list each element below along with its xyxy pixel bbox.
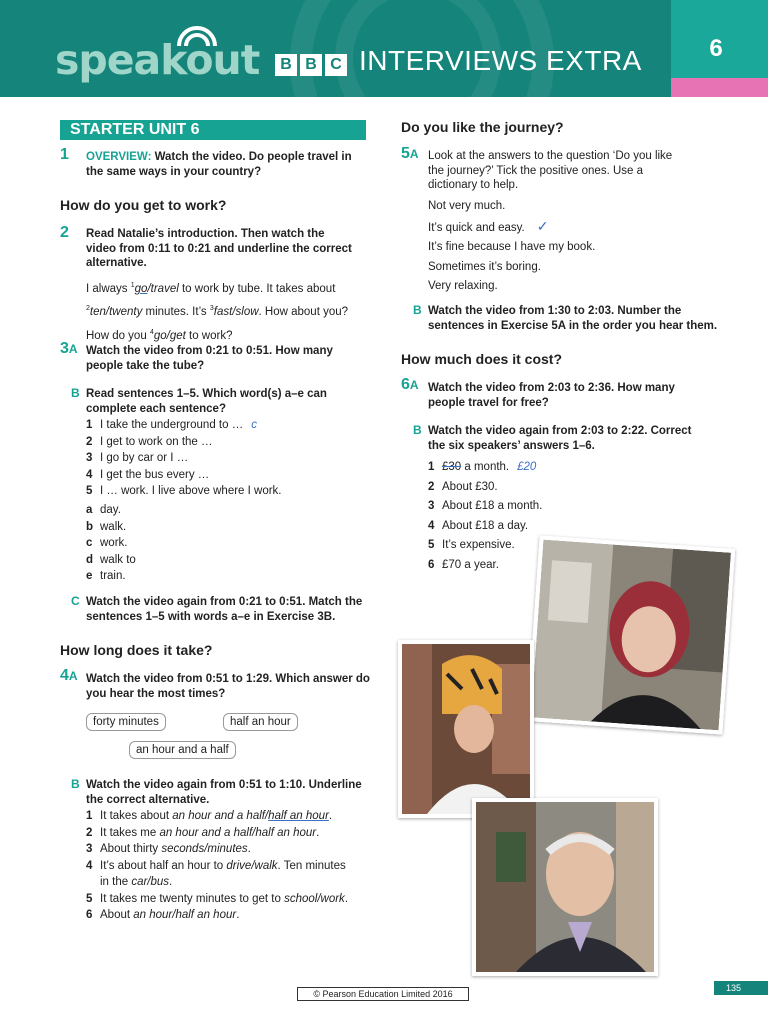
text: minutes. It’s [142,306,210,319]
item-number: 3 [428,500,435,512]
instruction-line: sentences 1–5 with words a–e in Exercise 3B. [86,610,336,623]
instruction-line: complete each sentence? [86,402,226,415]
exercise-4a-number [60,667,78,685]
exercise-letter: B [71,777,80,791]
item-text: It takes me [100,826,160,839]
instruction-line: Watch the video again from 2:03 to 2:22. Correct [428,425,692,437]
exercise-number: 3 [60,340,69,357]
option-letter: e [86,570,93,582]
option-letter: a [86,504,93,516]
photo-woman [527,535,735,734]
option-text: walk. [100,520,127,533]
list-item [86,467,282,484]
gap-number: 1 [130,282,135,289]
page-number: 135 [714,981,768,995]
underlined-answer: half an hour [268,810,329,822]
exercise-6b-instruction [428,424,692,453]
instruction-line: alternative. [86,257,147,269]
instruction-line: the correct alternative. [86,793,210,806]
list-item [86,825,348,842]
instruction-line: Read Natalie’s introduction. Then watch the [86,228,325,240]
item-number: 1 [86,419,93,431]
instruction-line: the six speakers’ answers 1–6. [428,439,595,452]
list-item [428,517,542,537]
answer-text: It’s quick and easy. [428,221,525,234]
item-text: About [100,909,134,921]
alternative: school/work [284,892,345,905]
item-text: in the [100,876,132,888]
tick-icon: ✓ [536,217,549,234]
item-text: . [236,909,240,921]
item-number: 6 [86,909,93,921]
exercise-3a-instruction [86,344,333,373]
item-number: 4 [428,519,435,532]
answer-item [428,238,595,258]
option-letter: c [86,537,93,549]
answer-text: Sometimes it’s boring. [428,260,541,273]
section-heading: How long does it take? [60,642,213,658]
item-text: I … work. I live above where I work. [100,485,282,497]
exercise-4b-instruction [86,778,362,807]
item-text: £70 a year. [442,558,499,571]
instruction-line: Watch the video again from 0:21 to 0:51. Match the [86,596,363,608]
series-title: INTERVIEWS EXTRA [359,45,642,76]
exercise-6a-instruction [428,381,675,410]
option-text: day. [100,504,121,516]
item-number: 1 [86,810,93,822]
sentence-list [86,417,282,500]
item-text: About £18 a day. [442,519,529,532]
answer-text: Not very much. [428,200,506,212]
unit-tab [671,0,768,78]
overview-label: OVERVIEW: [86,151,152,163]
item-text: It takes me twenty minutes to get to [100,892,285,905]
item-text: . Ten minutes [277,859,346,872]
list-item [86,552,136,569]
alternative: ten/twenty [89,306,143,319]
list-item [86,907,348,924]
item-number: 3 [86,843,93,855]
answer-text: Very relaxing. [428,280,498,292]
item-number: 3 [86,452,93,464]
item-number: 4 [86,468,93,481]
instruction-line: you hear the most times? [86,687,226,700]
section-heading: How do you get to work? [60,197,227,213]
list-item [86,535,136,552]
text: to work by tube. It takes about [178,282,336,295]
copyright-notice: © Pearson Education Limited 2016 [297,987,469,1001]
exercise-5b-instruction [428,304,717,333]
unit-label: STARTER UNIT 6 [60,120,366,140]
exercise-number: 6 [401,376,410,393]
exercise-3a-number [60,340,78,358]
handwritten-answer: £20 [517,461,537,473]
alternative: seconds/minutes [161,843,248,855]
item-number: 5 [86,485,93,497]
text: . How about you? [258,306,349,319]
bbc-letter: B [275,54,297,76]
option-list [86,502,136,585]
exercise-letter: A [68,669,78,683]
list-item [86,808,348,825]
list-item [86,450,282,467]
item-text: . [328,810,333,822]
section-heading: Do you like the journey? [401,119,564,135]
item-number: 6 [428,558,435,571]
item-text: I take the underground to … [100,419,244,431]
exercise-letter: B [413,303,422,317]
instruction-line: Look at the answers to the question ‘Do you like [428,150,673,162]
handwritten-answer: c [251,419,257,431]
instruction-line: sentences in Exercise 5A in the order you hear them. [428,319,718,332]
list-item-continued [86,874,348,891]
instruction-line: people take the tube? [86,359,205,372]
item-number: 2 [86,826,93,839]
alternative: /travel [147,282,179,295]
alternatives-list [86,808,348,924]
alternative: go/get [153,329,186,342]
list-item [428,536,542,556]
item-text: . [344,892,349,905]
alternative: drive/walk [226,859,278,872]
exercise-6a-number [401,376,419,394]
exercise-number: 1 [60,146,69,163]
instruction-line: Watch the video again from 0:51 to 1:10. Underline [86,779,362,791]
list-item [428,497,542,517]
item-text: I go by car or I … [100,452,189,464]
text: to work? [185,329,233,342]
item-number: 1 [428,461,435,473]
photo-tiger-costume [398,640,534,818]
underlined-answer: go [134,282,148,295]
item-text: About thirty [100,843,162,855]
item-text: It takes about [100,810,173,822]
item-number: 4 [86,859,93,872]
instruction-line: Watch the video. Do people travel in [154,151,352,163]
alternative: fast/slow [213,306,259,319]
exercise-number: 2 [60,224,69,241]
list-item [428,458,542,478]
gap-number: 3 [209,305,214,313]
exercise-letter: C [71,594,80,608]
list-item [86,891,348,908]
passage [86,276,348,346]
item-text: I get to work on the … [100,435,213,448]
option-letter: b [86,520,94,533]
item-text: . [247,843,251,855]
answer-text: It’s fine because I have my book. [428,241,596,253]
answer-item [428,197,595,217]
list-item [86,841,348,858]
instruction-line: Watch the video from 0:51 to 1:29. Which answer do [86,673,370,685]
exercise-2-instruction [86,227,352,271]
list-item [86,519,136,536]
exercise-4a-instruction [86,672,370,701]
exercise-letter: A [409,378,419,392]
instruction-line: the same ways in your country? [86,165,262,178]
item-text: I get the bus every … [100,468,210,481]
speech-bubble: an hour and a half [129,741,236,759]
speech-bubble: forty minutes [86,713,166,731]
page-header [0,0,768,97]
speech-bubble: half an hour [223,713,298,731]
instruction-line: Watch the video from 2:03 to 2:36. How many [428,382,675,394]
list-item [86,502,136,519]
item-text: It’s about half an hour to [100,859,227,872]
list-item [86,858,348,875]
item-text: It’s expensive. [442,539,515,551]
unit-tab-accent [671,78,768,97]
answer-item [428,258,595,278]
alternative: an hour and a half/half an hour [159,826,317,839]
exercise-letter: B [71,386,80,400]
option-text: train. [100,570,126,582]
bbc-letter: B [300,54,322,76]
unit-number: 6 [709,35,723,62]
item-text: . [316,826,320,839]
list-item [86,417,282,434]
crossed-out-value: £30 [442,461,462,473]
instruction-line: video from 0:11 to 0:21 and underline the correct [86,242,352,255]
answer-item [428,217,595,239]
bbc-logo [275,54,347,76]
speakout-logo: speakout [55,36,260,84]
exercise-3b-instruction [86,387,327,416]
list-item [86,434,282,451]
item-text: a month. [461,461,510,473]
item-text: About £18 a month. [442,500,543,512]
bbc-letter: C [325,54,347,76]
instruction-line: the journey?’ Tick the positive ones. Use a [428,164,643,177]
exercise-1-instruction [86,150,352,179]
gap-number: 4 [149,328,154,336]
list-item [428,556,542,576]
answers-list [428,197,595,297]
list-item [86,483,282,500]
section-heading: How much does it cost? [401,351,563,367]
alternative: an hour/half an hour [133,909,237,921]
instruction-line: people travel for free? [428,396,549,409]
exercise-letter: A [68,342,78,356]
list-item [86,568,136,585]
item-number: 5 [428,539,435,551]
option-text: work. [100,537,128,549]
instruction-line: Watch the video from 0:21 to 0:51. How many [86,345,333,357]
option-letter: d [86,553,94,566]
text: How do you [86,329,150,342]
exercise-number: 4 [60,667,69,684]
item-text: . [169,876,173,888]
instruction-line: dictionary to help. [428,179,519,191]
instruction-line: Watch the video from 1:30 to 2:03. Number the [428,305,682,317]
item-number: 2 [86,435,93,448]
text: I always [86,282,131,295]
answer-item [428,277,595,297]
speaker-answers-list [428,458,542,575]
list-item [428,478,542,498]
alternative: car/bus [131,876,170,888]
exercise-5a-instruction [428,149,672,193]
exercise-number: 5 [401,145,410,162]
exercise-3c-instruction [86,595,362,624]
gap-number: 2 [86,305,90,313]
photo-older-man [472,798,658,976]
item-text: About £30. [442,480,498,493]
exercise-letter: A [409,147,419,161]
option-text: walk to [100,553,136,566]
exercise-5a-number [401,145,419,163]
alternative: an hour and a half/ [172,810,269,822]
instruction-line: Read sentences 1–5. Which word(s) a–e can [86,388,327,400]
item-number: 2 [428,480,435,493]
exercise-letter: B [413,423,422,437]
item-number: 5 [86,892,93,905]
